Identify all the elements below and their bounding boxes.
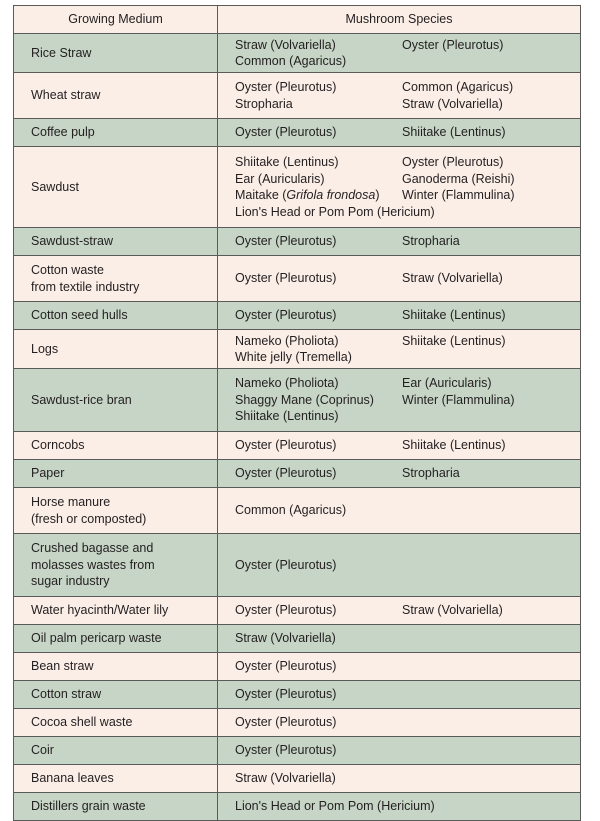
mushroom-species-cell [218,34,581,73]
table-row [14,793,581,821]
mushroom-species-cell [218,737,581,765]
species-name: Straw (Volvariella) [402,271,503,286]
species-list [235,268,580,289]
table-row [14,228,581,256]
growing-medium-label: Wheat straw [31,88,101,103]
species-name: Common (Agaricus) [402,80,514,94]
growing-medium-label: Oil palm pericarp waste [31,631,162,646]
mushroom-species-cell [218,765,581,793]
species-name: Oyster (Pleurotus) [235,557,337,572]
species-list [235,331,580,368]
table-row [14,73,581,119]
growing-medium-label: Coffee pulp [31,125,95,140]
growing-medium-label: Banana leaves [31,771,114,786]
species-name: Straw (Volvariella) [402,603,503,618]
growing-medium-cell [14,597,218,625]
table-row [14,460,581,488]
species-name: Straw (Volvariella) [235,631,336,646]
species-name: Nameko (Pholiota) [235,333,339,348]
species-name: Lion's Head or Pom Pom (Hericium) [235,799,435,814]
species-list [235,740,580,761]
table-row [14,302,581,330]
mushroom-species-cell [218,228,581,256]
growing-medium-label: Cotton seed hulls [31,308,128,323]
table-row [14,119,581,147]
species-name: Shiitake (Lentinus) [235,409,339,424]
table-row [14,488,581,534]
mushroom-species-cell [218,625,581,653]
species-name: Shiitake (Lentinus) [402,308,506,323]
growing-medium-cell [14,432,218,460]
growing-medium-cell [14,302,218,330]
header-mushroom-species: Mushroom Species [218,6,581,34]
species-name: Maitake (Grifola frondosa) [235,188,380,202]
species-list [235,305,580,326]
mushroom-species-cell [218,793,581,821]
species-list [235,463,580,484]
species-name: Oyster (Pleurotus) [235,466,337,481]
growing-medium-cell [14,228,218,256]
table-row [14,147,581,228]
table-row [14,34,581,73]
mushroom-species-cell [218,147,581,228]
growing-medium-label: Paper [31,466,65,481]
species-list [235,35,580,72]
table-row [14,597,581,625]
table-row [14,534,581,597]
growing-medium-cell [14,369,218,432]
species-list [235,656,580,677]
table-row [14,256,581,302]
species-name: Common (Agaricus) [235,503,347,518]
species-name: Shiitake (Lentinus) [402,438,506,453]
species-name: Oyster (Pleurotus) [235,438,337,453]
header-growing-medium: Growing Medium [14,6,218,34]
growing-medium-label: Cotton waste from textile industry [31,263,140,294]
table-body [14,34,581,821]
growing-medium-cell [14,330,218,369]
species-list [235,77,580,114]
mushroom-species-cell [218,460,581,488]
species-name: Ganoderma (Reishi) [402,171,515,186]
mushroom-species-cell [218,653,581,681]
species-list [235,152,580,222]
species-name: Straw (Volvariella) [235,37,336,52]
species-name: Straw (Volvariella) [402,96,503,111]
growing-medium-label: Sawdust-straw [31,234,113,249]
species-list [235,684,580,705]
species-name: Oyster (Pleurotus) [235,80,337,94]
table-row [14,653,581,681]
species-name: Oyster (Pleurotus) [402,37,504,52]
species-list [235,500,580,521]
table-row [14,709,581,737]
species-name: Oyster (Pleurotus) [235,743,337,758]
species-name: Oyster (Pleurotus) [235,125,337,140]
table-row [14,369,581,432]
species-name: Oyster (Pleurotus) [235,715,337,730]
species-name: Stropharia [235,96,293,111]
species-name: Stropharia [402,466,460,481]
species-name: Nameko (Pholiota) [235,376,339,391]
table-row [14,737,581,765]
species-list [235,768,580,789]
table-row [14,681,581,709]
species-list [235,555,580,576]
growing-medium-cell [14,460,218,488]
species-list [235,435,580,456]
species-name: Winter (Flammulina) [402,392,515,407]
mushroom-growing-media-table [13,5,581,821]
species-name: Shiitake (Lentinus) [235,155,339,169]
species-name: Oyster (Pleurotus) [235,603,337,618]
mushroom-species-cell [218,73,581,119]
species-name: Oyster (Pleurotus) [402,155,504,169]
species-name: Straw (Volvariella) [235,771,336,786]
growing-medium-label: Bean straw [31,659,94,674]
header-row [14,6,581,34]
mushroom-species-cell [218,432,581,460]
species-name: Oyster (Pleurotus) [235,234,337,249]
growing-medium-label: Cotton straw [31,687,102,702]
growing-medium-cell [14,147,218,228]
growing-medium-label: Corncobs [31,438,85,453]
growing-medium-cell [14,34,218,73]
species-name: Shaggy Mane (Coprinus) [235,392,374,407]
species-list [235,122,580,143]
growing-medium-cell [14,653,218,681]
mushroom-species-cell [218,709,581,737]
species-name: White jelly (Tremella) [235,350,352,364]
growing-medium-label: Crushed bagasse and molasses wastes from sugar industry [31,541,155,589]
growing-medium-label: Water hyacinth/Water lily [31,603,169,618]
growing-medium-cell [14,765,218,793]
growing-medium-label: Logs [31,341,59,356]
species-name: Ear (Auricularis) [235,171,325,186]
table-row [14,625,581,653]
species-list [235,628,580,649]
species-name: Common (Agaricus) [235,54,347,68]
species-name: Ear (Auricularis) [402,376,492,391]
mushroom-species-cell [218,597,581,625]
growing-medium-cell [14,793,218,821]
table-row [14,765,581,793]
growing-medium-label: Rice Straw [31,45,92,60]
mushroom-species-cell [218,256,581,302]
species-name: Lion's Head or Pom Pom (Hericium) [235,204,435,219]
species-name: Oyster (Pleurotus) [235,659,337,674]
growing-medium-label: Sawdust [31,179,79,194]
table-row [14,330,581,369]
mushroom-species-cell [218,488,581,534]
mushroom-species-cell [218,330,581,369]
species-name: Oyster (Pleurotus) [235,271,337,286]
mushroom-species-cell [218,681,581,709]
growing-medium-label: Distillers grain waste [31,799,146,814]
growing-medium-label: Cocoa shell waste [31,715,133,730]
species-list [235,796,580,817]
growing-medium-cell [14,256,218,302]
species-name: Shiitake (Lentinus) [402,125,506,140]
growing-medium-label: Sawdust-rice bran [31,392,132,407]
growing-medium-cell [14,534,218,597]
species-list [235,712,580,733]
species-name: Winter (Flammulina) [402,188,515,202]
mushroom-species-cell [218,369,581,432]
species-name: Oyster (Pleurotus) [235,308,337,323]
table-row [14,432,581,460]
species-name: Oyster (Pleurotus) [235,687,337,702]
growing-medium-cell [14,709,218,737]
species-list [235,373,580,427]
growing-medium-cell [14,625,218,653]
growing-medium-cell [14,73,218,119]
mushroom-species-cell [218,534,581,597]
growing-medium-cell [14,488,218,534]
mushroom-species-cell [218,302,581,330]
species-list [235,600,580,621]
growing-medium-cell [14,119,218,147]
species-name: Stropharia [402,234,460,249]
growing-medium-label: Horse manure (fresh or composted) [31,495,147,526]
growing-medium-label: Coir [31,743,54,758]
growing-medium-cell [14,681,218,709]
species-list [235,231,580,252]
species-name: Shiitake (Lentinus) [402,333,506,348]
mushroom-species-cell [218,119,581,147]
growing-medium-cell [14,737,218,765]
